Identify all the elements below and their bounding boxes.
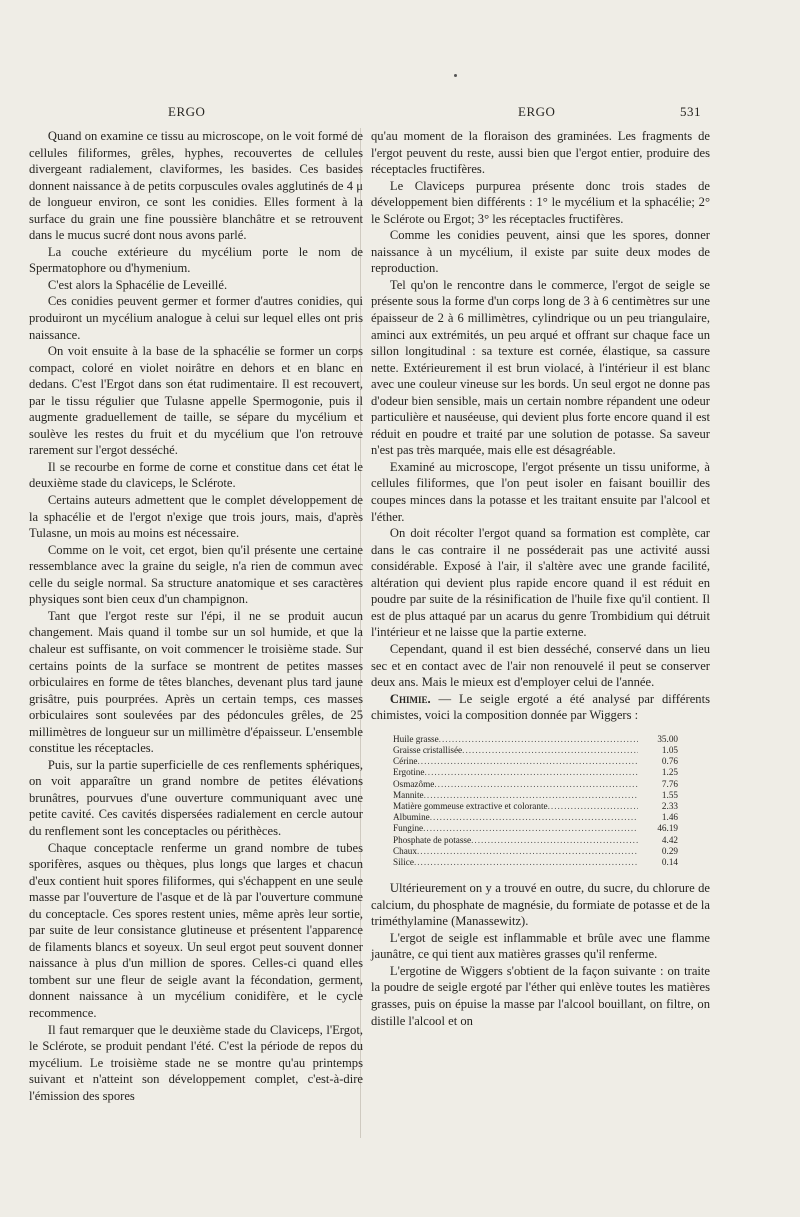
component-value: 35.00 (657, 733, 678, 744)
component-name: Ergotine (393, 767, 425, 778)
paragraph: Ultérieurement on y a trouvé en outre, du sucre, du chlorure de calcium, du phosphate de magnésie, du formiate de potasse et de la triméthylamine (Manassewitz). (371, 881, 710, 929)
component-name: Phosphate de potasse (393, 834, 472, 845)
component-name: Albumine (393, 812, 430, 823)
paragraph: Chaque conceptacle renferme un grand nombre de tubes sporifères, asques ou thèques, plus longs que larges et chacun d'eux contient huit spores filiformes, qui s'échappent en une seule masse par l'ouverture de l'asque et de là par l'ouverture commune du conceptacle. Ces spores restent unies, même après leur sortie, par suite de leur consistance glutineuse et présentent l'apparence de filaments blancs et soyeux. Un seul ergot peut souvent donner naissance à plus d'un million de spores. Celles-ci quand elles tombent sur une fleur de seigle avant la fécondation, germent, donnent naissance à un mycélium conidifère, et le cycle recommence. (29, 840, 363, 1020)
leader-dots (418, 756, 639, 767)
leader-dots (423, 823, 638, 834)
table-row (393, 767, 678, 778)
paragraph: qu'au moment de la floraison des graminées. Les fragments de l'ergot peuvent du reste, aussi bien que l'ergot entier, produire des réceptacles fructifères. (371, 129, 710, 177)
paragraph: Puis, sur la partie superficielle de ces renflements sphériques, on voit apparaître un grand nombre de petites élévations brunâtres, pourvues d'une ouverture communiquant avec une petite cavité. Ces cavités dispersées radialement en cercle autour du renflement sont les conceptacles ou périthèces. (29, 757, 363, 838)
component-value: 0.14 (661, 856, 678, 867)
component-value: 0.29 (661, 845, 678, 856)
paragraph: Examiné au microscope, l'ergot présente un tissu uniforme, à cellules filiformes, que l'on peut isoler en faisant bouillir des coupes minces dans la potasse et les traitant ensuite par l'alcool et l'éther. (371, 459, 710, 524)
chimie-heading: Chimie. (389, 691, 431, 706)
component-name: Silice (393, 856, 414, 867)
right-column (371, 128, 710, 1029)
component-name: Fungine (393, 823, 424, 834)
table-row (393, 812, 678, 823)
paragraph: Comme les conidies peuvent, ainsi que les spores, donner naissance à un mycélium, il existe par suite deux modes de reproduction. (371, 228, 710, 276)
paragraph: La couche extérieure du mycélium porte le nom de Spermatophore ou d'hymenium. (29, 244, 363, 276)
paragraph: Cependant, quand il est bien desséché, conservé dans un lieu sec et en contact avec de l'air non renouvelé il peut se conserver deux ans. Mais le mieux est d'employer celui de l'année. (371, 641, 710, 690)
paragraph: On doit récolter l'ergot quand sa formation est complète, car dans le cas contraire il ne posséderait pas une activité aussi considérable. Exposé à l'air, il s'altère avec une grande facilité, altération qui devient plus rapide encore quand il est réduit en poudre par suite de la résinification de l'huile fixe qu'il contient. Il est de plus attaqué par un acarus du genre Trombidium qui détruit l'intérieur et ne laisse que la partie externe. (371, 526, 710, 640)
table-row (393, 756, 678, 767)
component-value: 1.05 (661, 744, 678, 755)
component-value: 2.33 (661, 800, 678, 811)
paragraph: Ces conidies peuvent germer et former d'autres conidies, qui produiront un mycélium analogue à celui sur lequel elles ont pris naissance. (29, 294, 363, 342)
component-value: 1.46 (661, 812, 678, 823)
component-value: 4.42 (661, 834, 678, 845)
paragraph: C'est alors la Sphacélie de Leveillé. (47, 277, 228, 292)
composition-table (393, 734, 678, 868)
table-row (393, 779, 678, 790)
leader-dots (430, 812, 638, 823)
leader-dots (424, 767, 638, 778)
chimie-text: — Le seigle ergoté a été analysé par différents chimistes, voici la composition donnée par Wiggers : (371, 691, 710, 723)
leader-dots (414, 857, 638, 868)
paragraph: Quand on examine ce tissu au microscope, on le voit formé de cellules filiformes, grêles, hyphes, recouvertes de cellules divergeant radialement, claviformes, les basides. Ces basides donnent naissance à de petits corpuscules ovales agglutinés de 4 μ de longueur environ, ce sont les conidies. Elles forment à la surface du grain une fine poussière blanchâtre et se retrouvent dans le mucus sucré dont nous avons parlé. (29, 129, 363, 243)
paragraph: On voit ensuite à la base de la sphacélie se former un corps compact, coloré en violet noirâtre en dehors et en blanc en dedans. C'est l'Ergot dans son état rudimentaire. Il est recouvert, par le tissu régulier que Tulasne appelle Spermogonie, puis il augmente graduellement de taille, se sépare du mycélium et soulève les restes du fruit et du mycélium que l'on retrouve rarement sur l'ergot desséché. (29, 344, 363, 458)
paragraph: L'ergotine de Wiggers s'obtient de la façon suivante : on traite la poudre de seigle ergoté par l'éther qui enlève toutes les matières grasses, puis on épuise la masse par l'alcool bouillant, on filtre, on distille l'alcool et on (371, 963, 710, 1028)
leader-dots (471, 835, 638, 846)
component-value: 46.19 (657, 823, 678, 834)
paragraph: Certains auteurs admettent que le complet développement de la sphacélie et de l'ergot n'exige que trois jours, mais, d'après Tulasne, un mois au moins est nécessaire. (29, 493, 363, 541)
paragraph: Tel qu'on le rencontre dans le commerce, l'ergot de seigle se présente sous la forme d'un corps long de 3 à 6 centimètres sur une épaisseur de 2 à 6 millimètres, cylindrique ou un peu triangulaire, aminci aux extrémités, un peu arqué et offrant sur chaque face un sillon longitudinal : sa texture est cornée, élastique, sa cassure nette. Extérieurement il est brun violacé, à l'intérieur il est blanc avec une couleur vineuse sur les bords. Un seul ergot ne donne pas d'odeur bien sensible, mais un certain nombre répandent une odeur particulière et nauséeuse, qui devient plus forte encore quand il est réduit en poudre et traité par une solution de potasse. Sa saveur n'est pas très marquée, mais elle est désagréable. (371, 277, 710, 458)
left-running-header: ERGO (168, 104, 206, 119)
component-name: Graisse cristallisée (393, 744, 463, 755)
component-name: Cérine (393, 756, 418, 767)
component-name: Chaux (393, 845, 417, 856)
leader-dots (439, 734, 638, 745)
paragraph: Tant que l'ergot reste sur l'épi, il ne se produit aucun changement. Mais quand il tombe sur un sol humide, et que la chaleur est suffisante, on voit commencer le troisième stade. Sur certains points de la surface se montrent de petites masses orbiculaires en forme de têtes blanches, devenant plus tard jaune grisâtre, puis pourprées. Après un certain temps, ces masses orbiculaires sont soulevées par des pédoncules grêles, de 25 millimètres de longueur sur un millimètre d'épaisseur. L'ensemble constitue les réceptacles. (29, 608, 363, 756)
table-row (393, 734, 678, 745)
table-row (393, 846, 678, 857)
component-name: Osmazôme (393, 778, 435, 789)
paragraph: Il se recourbe en forme de corne et constitue dans cet état le deuxième stade du claviceps, le Sclérote. (29, 459, 363, 491)
leader-dots (548, 801, 638, 812)
table-row (393, 801, 678, 812)
leader-dots (424, 790, 638, 801)
component-value: 1.55 (661, 789, 678, 800)
print-mark (454, 74, 457, 77)
leader-dots (434, 779, 638, 790)
table-row (393, 790, 678, 801)
table-row (393, 823, 678, 834)
component-name: Matière gommeuse extractive et colorante (393, 800, 548, 811)
table-row (393, 857, 678, 868)
page-number: 531 (680, 104, 701, 119)
left-column (29, 128, 363, 1104)
right-running-header: ERGO (518, 104, 556, 119)
paragraph: L'ergot de seigle est inflammable et brûle avec une flamme jaunâtre, ce qui tient aux matières grasses qu'il renferme. (371, 930, 710, 962)
component-value: 1.25 (661, 767, 678, 778)
table-row (393, 745, 678, 756)
component-name: Huile grasse (393, 733, 439, 744)
paragraph: Le Claviceps purpurea présente donc trois stades de développement bien différents : 1° le mycélium et la sphacélie; 2° le Sclérote ou Ergot; 3° les réceptacles fructifères. (371, 178, 710, 226)
component-name: Mannite (393, 789, 424, 800)
paragraph: Comme on le voit, cet ergot, bien qu'il présente une certaine ressemblance avec la graine du seigle, n'a rien de commun avec celle du seigle normal. Sa structure anatomique et ses caractères physiques sont bien ceux d'un champignon. (29, 542, 363, 607)
chimie-paragraph (371, 691, 710, 724)
leader-dots (462, 745, 638, 756)
leader-dots (417, 846, 638, 857)
paragraph: Il faut remarquer que le deuxième stade du Claviceps, l'Ergot, le Sclérote, se produit pendant l'été. C'est la période de repos du mycélium. Le troisième stade ne se montre qu'au printemps suivant et n'atteint son développement complet, c'est-à-dire l'émission des spores (29, 1022, 363, 1103)
table-row (393, 835, 678, 846)
component-value: 7.76 (661, 778, 678, 789)
component-value: 0.76 (661, 756, 678, 767)
